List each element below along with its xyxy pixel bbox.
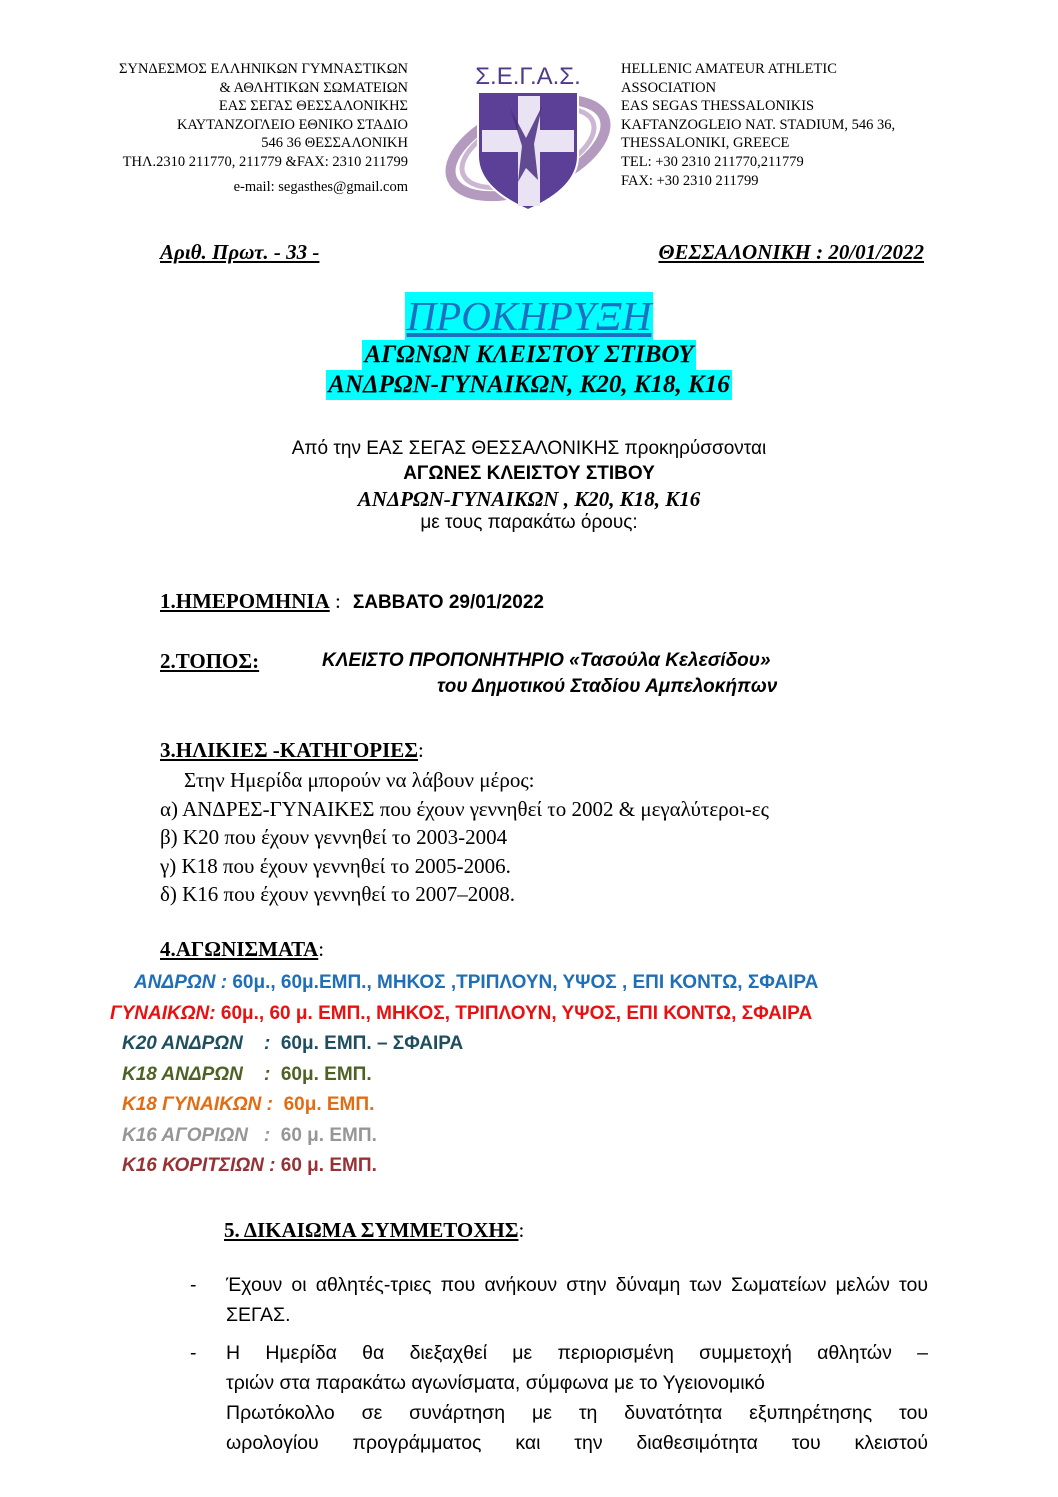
events-row-k20-men	[110, 1029, 940, 1060]
section-5-heading: 5. ΔΙΚΑΙΩΜΑ ΣΥΜΜΕΤΟΧΗΣ	[224, 1218, 519, 1242]
events-row-women	[110, 999, 940, 1030]
header-left-line: ΕΑΣ ΣΕΓΑΣ ΘΕΣΣΑΛΟΝΙΚΗΣ	[218, 98, 408, 115]
header-left-line: & ΑΘΛΗΤΙΚΩΝ ΣΩΜΑΤΕΙΩΝ	[219, 79, 408, 96]
age-item: δ) Κ16 που έχουν γεννηθεί το 2007–2008.	[160, 882, 516, 906]
section-1-heading: 1.ΗΜΕΡΟΜΗΝΙΑ	[160, 589, 330, 613]
section-4-heading: 4.ΑΓΩΝΙΣΜΑΤΑ	[160, 937, 319, 961]
header-right-line: EAS SEGAS THESSALONIKIS	[621, 98, 815, 115]
protocol-number: Αριθ. Πρωτ. - 33 -	[160, 240, 320, 264]
intro-paragraph	[0, 437, 1058, 536]
events-value: 60μ., 60μ.ΕΜΠ., ΜΗΚΟΣ ,ΤΡΙΠΛΟΥΝ, ΥΨΟΣ , ΕΠΙ ΚΟΝΤΩ, ΣΦΑΙΡΑ	[232, 972, 819, 993]
document-title: ΠΡΟΚΗΡΥΞΗ	[406, 293, 652, 339]
events-row-k16-girls	[110, 1151, 940, 1182]
section-5-colon: :	[518, 1218, 525, 1242]
document-subtitle-2: ΑΝΔΡΩΝ-ΓΥΝΑΙΚΩΝ, Κ20, Κ18, Κ16	[328, 371, 730, 398]
bullet-continuation: τριών στα παρακάτω αγωνίσματα, σύμφωνα με το Υγειονομικό	[226, 1372, 765, 1394]
events-row-k16-boys	[110, 1121, 940, 1152]
bullet-dash: -	[190, 1342, 197, 1364]
section-ages	[160, 738, 424, 763]
events-value: 60μ. ΕΜΠ. – ΣΦΑΙΡΑ	[280, 1033, 464, 1054]
document-title-block	[0, 292, 1058, 400]
intro-line-1: Από την ΕΑΣ ΣΕΓΑΣ ΘΕΣΣΑΛΟΝΙΚΗΣ προκηρύσσονται	[291, 438, 767, 459]
header-email: e-mail: segasthes@gmail.com	[233, 178, 408, 195]
event-date-value: ΣΑΒΒΑΤΟ 29/01/2022	[352, 592, 544, 613]
header-left-line: 546 36 ΘΕΣΣΑΛΟΝΙΚΗ	[261, 135, 408, 152]
header-right-line: ASSOCIATION	[621, 79, 717, 96]
events-row-men	[110, 968, 940, 999]
header-right-line: TEL: +30 2310 211770,211779	[621, 153, 804, 170]
eligibility-list	[190, 1270, 928, 1458]
header-right-line: KAFTANZOGLEIO NAT. STADIUM, 546 36,	[621, 116, 896, 133]
events-value: 60μ. ΕΜΠ.	[280, 1063, 372, 1085]
events-row-k18-men	[110, 1060, 940, 1091]
header-left-line: ΚΑΥΤΑΝΖΟΓΛΕΙΟ ΕΘΝΙΚΟ ΣΤΑΔΙΟ	[176, 116, 408, 133]
age-item: β) Κ20 που έχουν γεννηθεί το 2003-2004	[160, 825, 508, 849]
intro-line-2: ΑΓΩΝΕΣ ΚΛΕΙΣΤΟΥ ΣΤΙΒΟΥ	[403, 462, 655, 484]
header-english-address	[621, 60, 1021, 190]
events-value: 60 μ. ΕΜΠ.	[280, 1124, 377, 1146]
intro-line-3: ΑΝΔΡΩΝ-ΓΥΝΑΙΚΩΝ , Κ20, Κ18, Κ16	[357, 486, 701, 511]
section-3-colon: :	[418, 738, 424, 762]
shield-logo-icon	[440, 48, 612, 216]
age-intro: Στην Ημερίδα μπορούν να λάβουν μέρος:	[184, 768, 535, 792]
bullet-continuation: ωρολογίου προγράμματος και την διαθεσιμότητα του κλειστού	[226, 1432, 928, 1454]
venue-line-2: του Δημοτικού Σταδίου Αμπελοκήπων	[437, 676, 778, 697]
events-category: ΓΥΝΑΙΚΩΝ:	[110, 1002, 221, 1024]
section-eligibility	[224, 1218, 524, 1243]
section-events	[160, 937, 324, 962]
header-left-line: ΤΗΛ.2310 211770, 211779 &FAX: 2310 211799	[122, 153, 408, 170]
segas-logo	[440, 48, 612, 216]
bullet-dash: -	[190, 1274, 197, 1296]
events-value: 60μ. ΕΜΠ.	[283, 1094, 375, 1115]
eligibility-bullet-1	[190, 1270, 928, 1330]
section-4-colon: :	[318, 937, 325, 961]
intro-line-4: με τους παρακάτω όρους:	[420, 512, 638, 534]
events-category: Κ16 ΚΟΡΙΤΣΙΩΝ :	[122, 1155, 281, 1176]
venue-line-1: ΚΛΕΙΣΤΟ ΠΡΟΠΟΝΗΤΗΡΙΟ «Τασούλα Κελεσίδου»	[322, 650, 771, 671]
section-2-heading: 2.ΤΟΠΟΣ:	[160, 649, 260, 673]
events-category: Κ20 ΑΝΔΡΩΝ :	[122, 1033, 281, 1054]
age-item: γ) Κ18 που έχουν γεννηθεί το 2005-2006.	[160, 853, 511, 878]
events-category: Κ18 ΓΥΝΑΙΚΩΝ :	[122, 1094, 284, 1115]
header-left-line: ΣΥΝΔΕΣΜΟΣ ΕΛΛΗΝΙΚΩΝ ΓΥΜΝΑΣΤΙΚΩΝ	[119, 61, 408, 77]
bullet-text: Η Ημερίδα θα διεξαχθεί με περιορισμένη συμμετοχή αθλητών –	[226, 1342, 928, 1364]
events-category: ΑΝΔΡΩΝ :	[134, 972, 233, 993]
events-category: Κ18 ΑΝΔΡΩΝ :	[122, 1063, 281, 1085]
header-right-line: FAX: +30 2310 211799	[621, 172, 759, 189]
svg-text:Σ.Ε.Γ.Α.Σ.: Σ.Ε.Γ.Α.Σ.	[475, 63, 581, 90]
bullet-continuation: Πρωτόκολλο σε συνάρτηση με τη δυνατότητα εξυπηρέτησης του	[226, 1402, 928, 1424]
events-list	[110, 968, 940, 1182]
section-3-heading: 3.ΗΛΙΚΙΕΣ -ΚΑΤΗΓΟΡΙΕΣ	[160, 738, 419, 762]
bullet-text: Έχουν οι αθλητές-τριες που ανήκουν στην δύναμη των Σωματείων μελών του ΣΕΓΑΣ.	[226, 1274, 928, 1326]
age-categories-list	[160, 766, 769, 909]
header-greek-address	[40, 60, 408, 196]
header-right-line: HELLENIC AMATEUR ATHLETIC	[621, 61, 837, 77]
eligibility-bullet-2	[190, 1338, 928, 1368]
events-value: 60μ., 60 μ. ΕΜΠ., ΜΗΚΟΣ, ΤΡΙΠΛΟΥΝ, ΥΨΟΣ, ΕΠΙ ΚΟΝΤΩ, ΣΦΑΙΡΑ	[220, 1002, 813, 1024]
events-value: 60 μ. ΕΜΠ.	[280, 1155, 377, 1176]
document-date: ΘΕΣΣΑΛΟΝΙΚΗ : 20/01/2022	[658, 240, 924, 264]
events-row-k18-women	[110, 1090, 940, 1121]
document-subtitle-1: ΑΓΩΝΩΝ ΚΛΕΙΣΤΟΥ ΣΤΙΒΟΥ	[364, 341, 694, 368]
section-1-colon: :	[329, 589, 341, 613]
events-category: Κ16 ΑΓΟΡΙΩΝ :	[122, 1124, 281, 1146]
age-item: α) ΑΝΔΡΕΣ-ΓΥΝΑΙΚΕΣ που έχουν γεννηθεί το 2002 & μεγαλύτεροι-ες	[160, 796, 769, 821]
header-right-line: THESSALONIKI, GREECE	[621, 135, 790, 152]
section-date	[160, 589, 544, 614]
